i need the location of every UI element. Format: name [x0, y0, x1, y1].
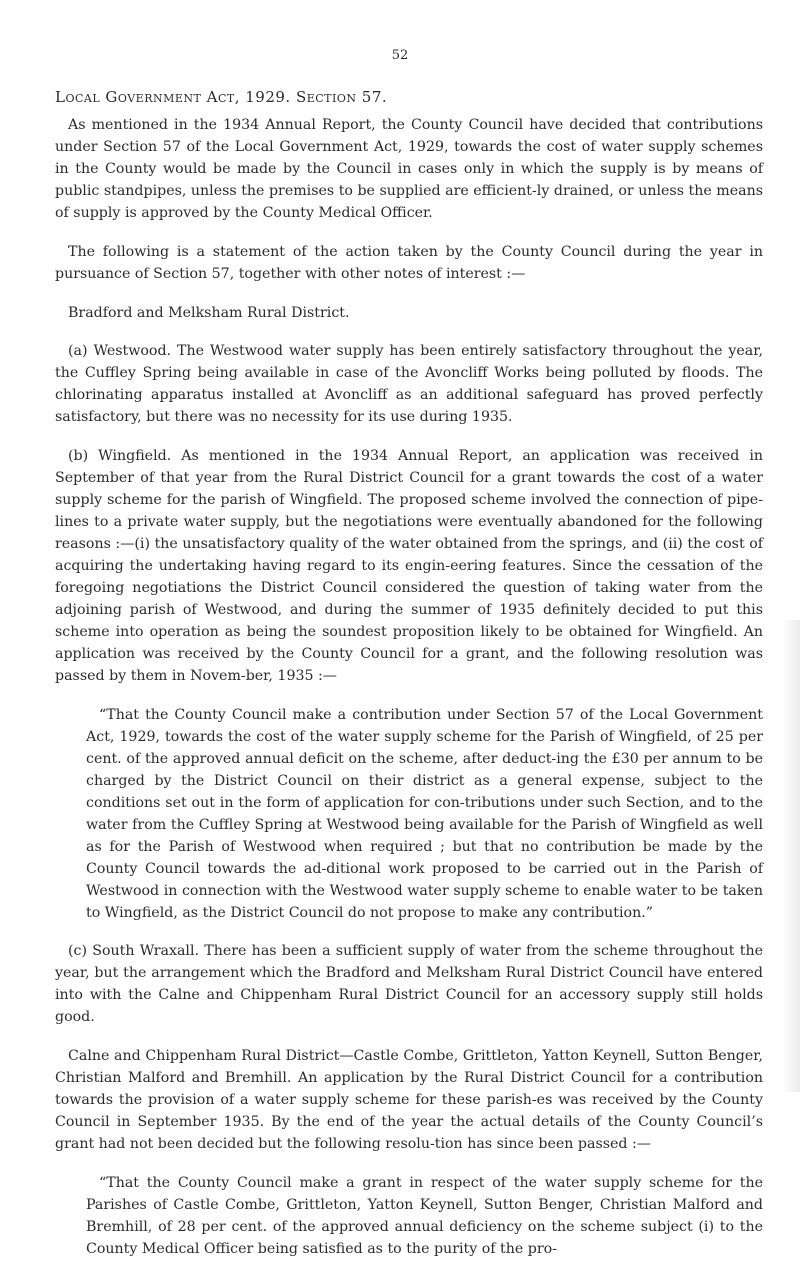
page-edge-shadow	[782, 620, 800, 1092]
section-heading: Local Government Act, 1929. Section 57.	[55, 88, 388, 106]
wingfield-paragraph: (b) Wingfield. As mentioned in the 1934 Annual Report, an application was received in September of that year from the Rural District Council for a grant towards the cost of a water supply scheme for the parish of Wingfield. The proposed scheme involved the connection of pipe-lines to a private water supply, but the negotiations were eventually abandoned for the following reasons :—(i) the unsatisfactory quality of the water obtained from the springs, and (ii) the cost of acquiring the undertaking having regard to its engin-eering features. Since the cessation of the foregoing negotiations the District Council considered the question of taking water from the adjoining parish of Westwood, and during the summer of 1935 definitely decided to put this scheme into operation as being the soundest proposition likely to be obtained for Wingfield. An application was received by the County Council for a grant, and the following resolution was passed by them in Novem-ber, 1935 :—	[55, 448, 763, 684]
document-body	[55, 86, 763, 1276]
statement-paragraph: The following is a statement of the action taken by the County Council during the year in pursuance of Section 57, together with other notes of interest :—	[55, 244, 763, 282]
calne-resolution-quote: “That the County Council make a grant in respect of the water supply scheme for the Parishes of Castle Combe, Grittleton, Yatton Keynell, Sutton Benger, Christian Malford and Bremhill, of 28 per cent. of the approved annual deficiency on the scheme subject (i) to the County Medical Officer being satisfied as to the purity of the pro-	[86, 1175, 763, 1257]
south-wraxall-paragraph: (c) South Wraxall. There has been a sufficient supply of water from the scheme throughout the year, but the arrangement which the Bradford and Melksham Rural District Council have entered into with the Calne and Chippenham Rural District Council for an accessory supply still holds good.	[55, 943, 763, 1025]
page-number: 52	[391, 48, 409, 63]
bradford-subheading: Bradford and Melksham Rural District.	[68, 305, 350, 321]
intro-paragraph: As mentioned in the 1934 Annual Report, the County Council have decided that contributions under Section 57 of the Local Government Act, 1929, towards the cost of water supply schemes in the County would be made by the Council in cases only in which the supply is by means of public standpipes, unless the premises to be supplied are efficient-ly drained, or unless the means of supply is approved by the County Medical Officer.	[55, 117, 763, 221]
westwood-paragraph: (a) Westwood. The Westwood water supply has been entirely satisfactory throughout the year, the Cuffley Spring being available in case of the Avoncliff Works being polluted by floods. The chlorinating apparatus installed at Avoncliff as an additional safeguard has proved perfectly satisfactory, but there was no necessity for its use during 1935.	[55, 343, 763, 425]
calne-paragraph: Calne and Chippenham Rural District—Castle Combe, Grittleton, Yatton Keynell, Sutton Benger, Christian Malford and Bremhill. An application by the Rural District Council for a contribution towards the provision of a water supply scheme for these parish-es was received by the County Council in September 1935. By the end of the year the actual details of the County Council’s grant had not been decided but the following resolu-tion has since been passed :—	[55, 1048, 763, 1152]
wingfield-resolution-quote: “That the County Council make a contribution under Section 57 of the Local Government Act, 1929, towards the cost of the water supply scheme for the Parish of Wingfield, of 25 per cent. of the approved annual deficit on the scheme, after deduct-ing the £30 per annum to be charged by the District Council on their district as a general expense, subject to the conditions set out in the form of application for con-tributions under such Section, and to the water from the Cuffley Spring at Westwood being available for the Parish of Wingfield as well as for the Parish of Westwood when required ; but that no contribution be made by the County Council towards the ad-ditional work proposed to be carried out in the Parish of Westwood in connection with the Westwood water supply scheme to enable water to be taken to Wingfield, as the District Council do not propose to make any contribution.”	[86, 707, 763, 921]
